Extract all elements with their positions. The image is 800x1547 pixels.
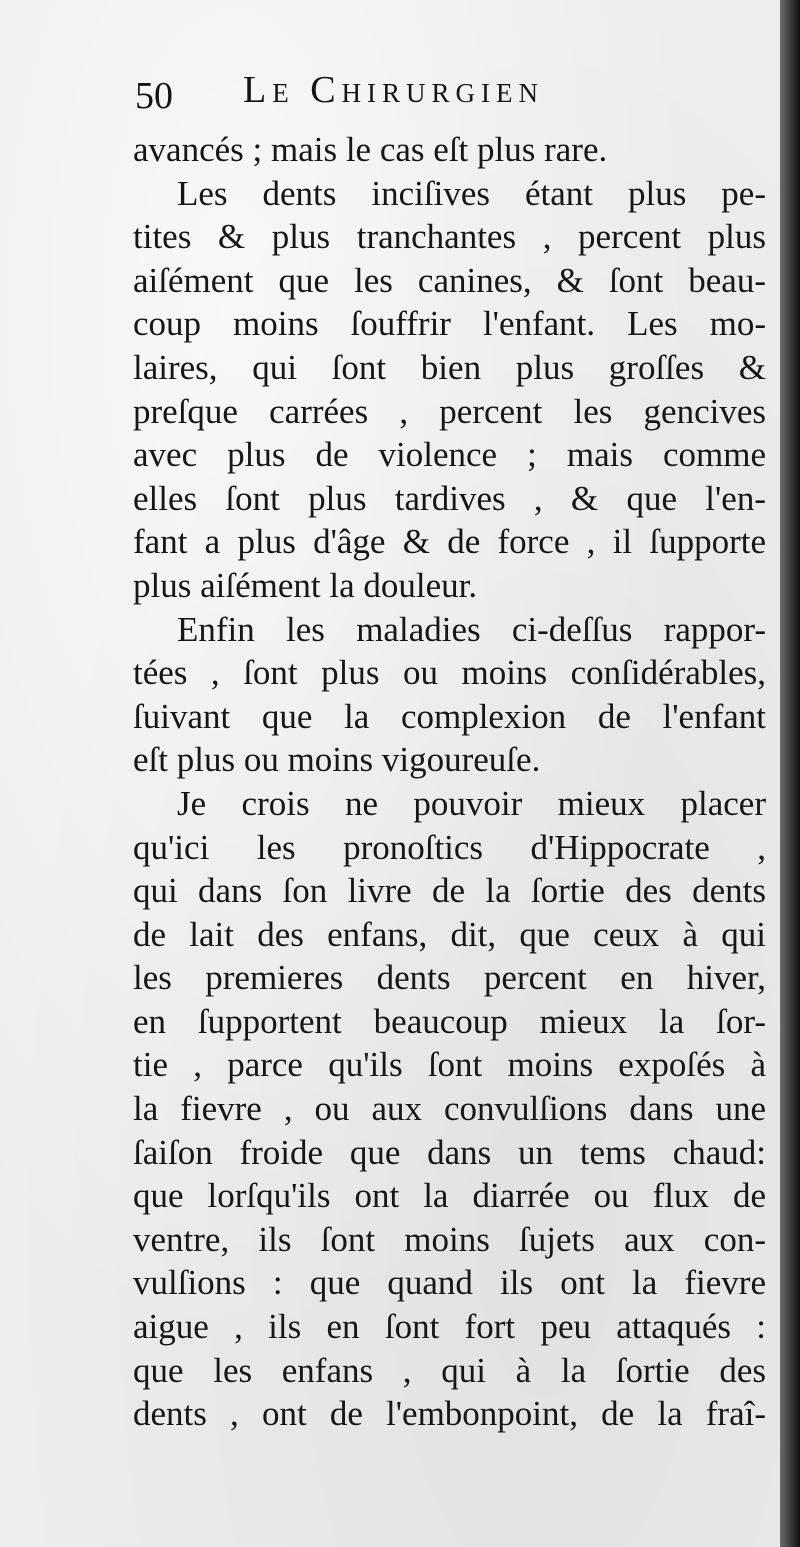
text-line: dents , ont de l'embonpoint, de la fraî- [133,1394,766,1434]
text-line: tites & plus tranchantes , percent plus [133,217,766,257]
text-line: la fievre , ou aux convulſions dans une [133,1089,766,1129]
text-line: laires, qui ſont bien plus groſſes & [133,347,766,387]
page-number: 50 [135,75,173,117]
text-line: preſque carrées , percent les gencives [133,391,766,431]
text-line: que les enfans , qui à la ſortie des [133,1350,766,1390]
text-line: vulſions : que quand ils ont la fievre [133,1263,766,1303]
text-line: que lorſqu'ils ont la diarrée ou flux de [133,1176,766,1216]
text-line: Les dents inciſives étant plus pe- [177,173,766,213]
text-line: ſaiſon froide que dans un tems chaud: [133,1132,766,1172]
page-edge-shadow [780,0,800,1547]
text-line: en ſupportent beaucoup mieux la ſor- [133,1001,766,1041]
text-line: tées , ſont plus ou moins conſidérables, [133,653,766,693]
running-title: Le Chirurgien [243,69,545,111]
text-line: aiſément que les canines, & ſont beau- [133,260,766,300]
text-line: fant a plus d'âge & de force , il ſupporte [133,522,766,562]
text-line: avancés ; mais le cas eſt plus rare. [133,130,608,169]
text-line: aigue , ils en ſont fort peu attaqués : [133,1307,766,1347]
body-text [133,128,766,1436]
text-line: ſuivant que la complexion de l'enfant [133,696,766,736]
text-line: Enfin les maladies ci-deſſus rappor- [177,609,766,649]
text-line: Je crois ne pouvoir mieux placer [177,783,766,823]
text-line: ventre, ils ſont moins ſujets aux con- [133,1219,766,1259]
text-line: de lait des enfans, dit, que ceux à qui [133,914,766,954]
text-line: eſt plus ou moins vigoureuſe. [133,740,541,780]
text-line: les premieres dents percent en hiver, [133,958,766,998]
text-line: coup moins ſouffrir l'enfant. Les mo- [133,304,766,344]
text-line: plus aiſément la douleur. [133,565,478,605]
text-line: qu'ici les pronoſtics d'Hippocrate , [133,827,766,867]
text-line: elles ſont plus tardives , & que l'en- [133,478,766,518]
text-line: qui dans ſon livre de la ſortie des dents [133,871,766,911]
running-head [135,68,735,120]
text-line: avec plus de violence ; mais comme [133,435,766,475]
text-line: tie , parce qu'ils ſont moins expoſés à [133,1045,766,1085]
